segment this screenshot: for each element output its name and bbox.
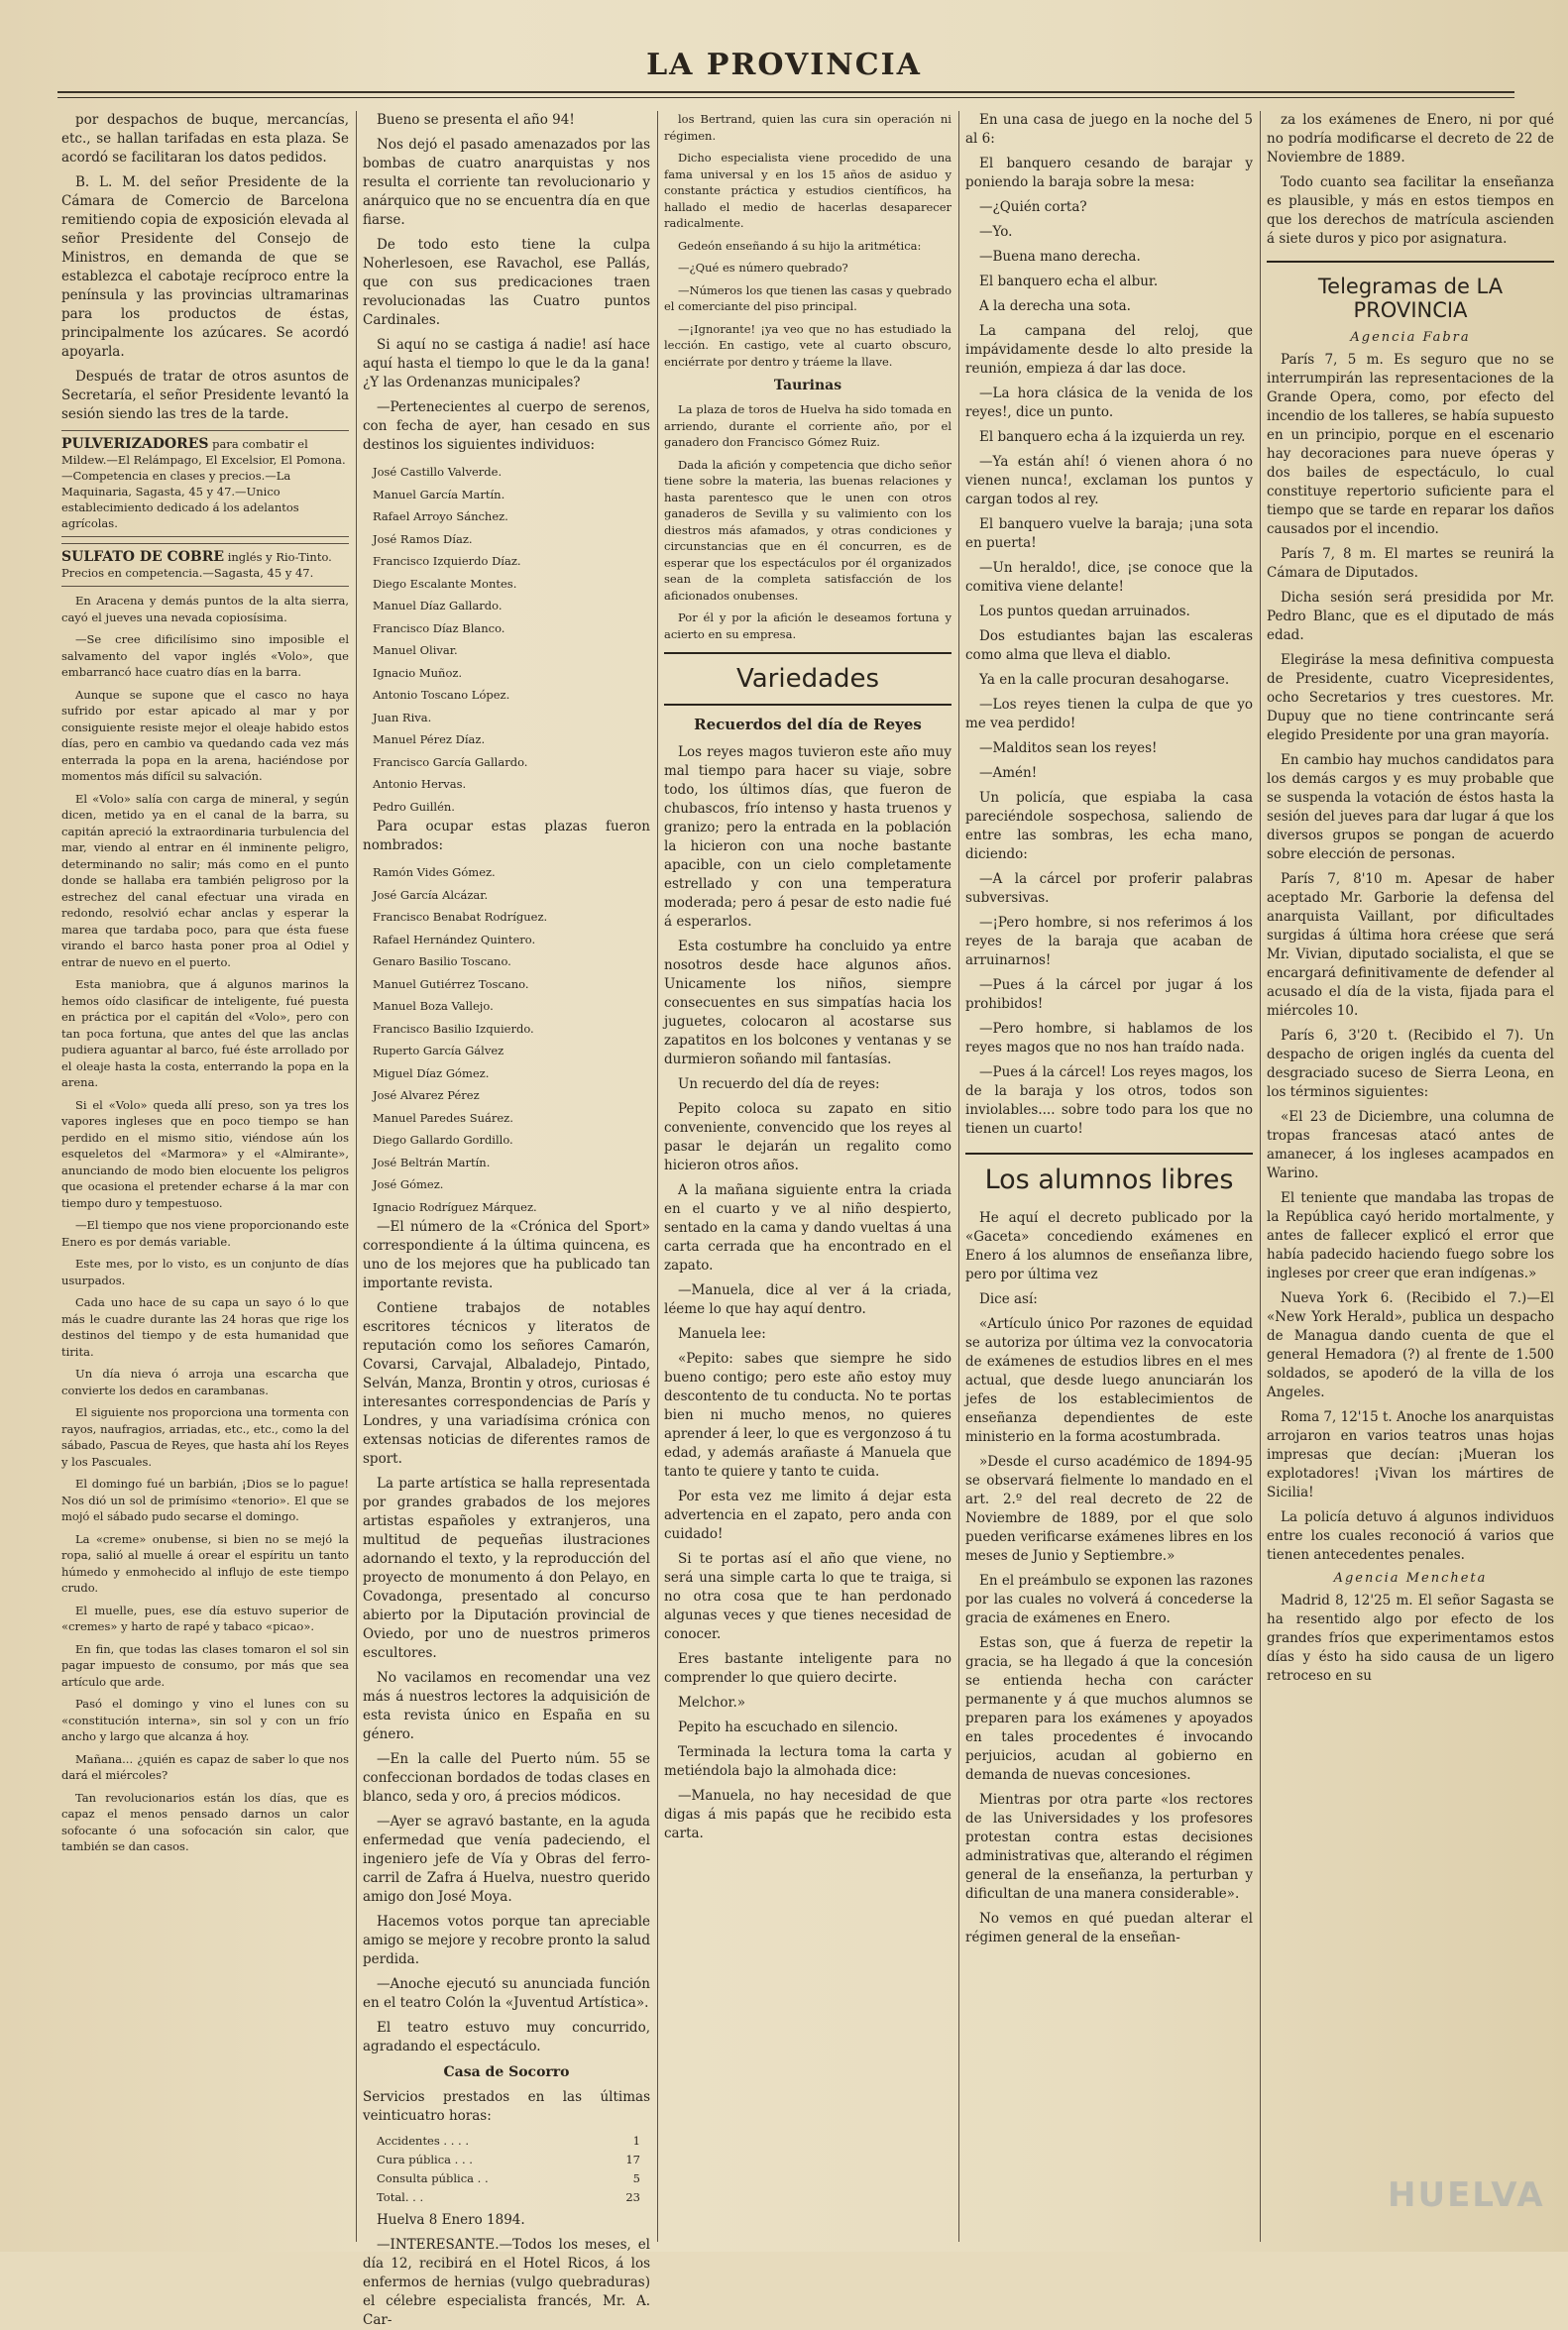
paragraph: El muelle, pues, ese día estuvo superior de «cremes» y harto de rapé y tabaco «picao». [61, 1603, 349, 1633]
column-3 [664, 111, 952, 2242]
paragraph: Todo cuanto sea facilitar la enseñanza es plausible, y más en estos tiempos en que los derechos de matrícula ascienden á siete duros y pico por asignatura. [1267, 174, 1554, 247]
paragraph: No vemos en qué puedan alterar el régimen general de la enseñan- [965, 1911, 1253, 1945]
paragraph: Ruperto García Gálvez [373, 1044, 504, 1057]
column-divider [1260, 111, 1261, 2242]
paragraph: —¿Quién corta? [979, 199, 1087, 215]
ad-title: PULVERIZADORES [61, 436, 209, 452]
paragraph: Diego Escalante Montes. [373, 576, 517, 591]
section-heading: Taurinas [773, 378, 842, 393]
paragraph: La policía detuvo á algunos individuos entre los cuales reconoció á varios que tienen antecedentes penales. [1267, 1509, 1554, 1563]
paragraph: La parte artística se halla representada por grandes grabados de los mejores artistas españoles y extranjeros, una multitud de pequeñas ilustraciones adornando el texto, y la reproducción del proyecto de monumento á don Pelayo, en Covadonga, presentado al concurso abierto por la Diputación provincial de Oviedo, por uno de nuestros primeros escultores. [363, 1476, 650, 1661]
paragraph: «El 23 de Diciembre, una columna de tropas francesas atacó antes de amanecer, á los ingleses acampados en Warino. [1267, 1109, 1554, 1181]
paragraph: «Artículo único Por razones de equidad se autoriza por última vez la convocatoria de exámenes de estudios libres en el mes actual, que desde luego anunciarán los jefes de los establecimientos de enseñanza dependientes de este ministerio en la forma acostumbrada. [965, 1316, 1253, 1445]
paragraph: Nos dejó el pasado amenazados por las bombas de cuatro anarquistas y nos resulta el corriente tan revolucionario y anárquico que no se encuentra día en que fiarse. [363, 137, 650, 228]
paragraph: Elegiráse la mesa definitiva compuesta de Presidente, cuatro Vicepresidentes, ocho Secretarios y tres cuestores. Mr. Dupuy que no tiene contrincante será elegido Presidente por una gran mayoría. [1267, 652, 1554, 743]
paragraph: En una casa de juego en la noche del 5 al 6: [965, 112, 1253, 147]
paragraph: Servicios prestados en las últimas veinticuatro horas: [363, 2089, 650, 2124]
paragraph: José Ramos Díaz. [373, 531, 473, 546]
paragraph: El banquero cesando de barajar y poniendo la baraja sobre la mesa: [965, 156, 1253, 190]
paragraph: José Alvarez Pérez [373, 1088, 480, 1102]
paragraph: Terminada la lectura toma la carta y metiéndola bajo la almohada dice: [664, 1744, 952, 1779]
paragraph: Dice así: [979, 1291, 1038, 1307]
paragraph: Roma 7, 12'15 t. Anoche los anarquistas arrojaron en varios teatros unas hojas impresas que decían: ¡Mueran los explotadores! ¡Vivan los mártires de Sicilia! [1267, 1409, 1554, 1500]
paragraph: Estas son, que á fuerza de repetir la gracia, se ha llegado á que la concesión se entienda hecha con carácter permanente y á que muchos alumnos se preparen para los exámenes y apoyados en tales procedentes é invocando perjuicios, acudan al gobierno en demanda de nuevas concesiones. [965, 1635, 1253, 1783]
paragraph: —Pues á la cárcel por jugar á los prohibidos! [965, 977, 1253, 1012]
paragraph: El banquero vuelve la baraja; ¡una sota en puerta! [965, 516, 1253, 551]
paragraph: Madrid 8, 12'25 m. El señor Sagasta se ha resentido algo por efecto de los grandes fríos que experimentamos estos días y ésto ha sido causa de un ligero retroceso en su [1267, 1593, 1554, 1684]
table-cell-value: 1 [632, 2134, 640, 2148]
agency-heading: Agencia Mencheta [1333, 1571, 1488, 1586]
paragraph: He aquí el decreto publicado por la «Gaceta» concediendo exámenes en Enero á los alumnos de enseñanza libre, pero por última vez [965, 1210, 1253, 1282]
paragraph: José Beltrán Martín. [373, 1155, 491, 1169]
paragraph: —Números los que tienen las casas y quebrado el comerciante del piso principal. [664, 282, 952, 313]
paragraph: Francisco Benabat Rodríguez. [373, 910, 548, 924]
paragraph: En Aracena y demás puntos de la alta sierra, cayó el jueves una nevada copiosísima. [61, 594, 349, 624]
paragraph: No vacilamos en recomendar una vez más á nuestros lectores la adquisición de esta revista único en España en su género. [363, 1670, 650, 1742]
paragraph: Genaro Basilio Toscano. [373, 954, 511, 968]
paragraph: —Los reyes tienen la culpa de que yo me vea perdido! [965, 697, 1253, 731]
paragraph: El banquero echa el albur. [979, 274, 1159, 289]
paragraph: Diego Gallardo Gordillo. [373, 1133, 513, 1147]
paragraph: Ya en la calle procuran desahogarse. [979, 672, 1230, 688]
masthead-rule-thin [57, 97, 1514, 98]
paragraph: Dada la afición y competencia que dicho señor tiene sobre la materia, las buenas relaciones y hasta parentesco que le unen con otros ganaderos de Sevilla y su valimiento con los diestros más afamados, y otras condiciones y circunstancias que en él concurren, es de esperar que los espectáculos por él organizados sean de la completa satisfacción de los aficionados onubenses. [664, 457, 952, 603]
paragraph: Gedeón enseñando á su hijo la aritmética: [678, 238, 922, 253]
socorro-table [363, 2132, 650, 2207]
paragraph: Pepito coloca su zapato en sitio conveniente, convencido que los reyes al pasar le dejarán un regalito como hicieron otros años. [664, 1101, 952, 1173]
paragraph: —Malditos sean los reyes! [979, 740, 1158, 756]
paragraph: Un recuerdo del día de reyes: [678, 1076, 880, 1092]
section-heading-variedades: Variedades [664, 652, 952, 706]
paragraph: —Ayer se agravó bastante, en la aguda enfermedad que venía padeciendo, el ingeniero jefe de Vía y Obras del ferro-carril de Zafra á Huelva, nuestro querido amigo don José Moya. [363, 1814, 650, 1905]
paragraph: Ignacio Muñoz. [373, 665, 463, 680]
paragraph: Manuela lee: [678, 1326, 766, 1342]
paragraph: El banquero echa á la izquierda un rey. [979, 429, 1246, 445]
table-row [363, 2169, 650, 2188]
paragraph: Este mes, por lo visto, es un conjunto de días usurpados. [61, 1257, 349, 1287]
table-cell-value: 5 [632, 2171, 640, 2185]
column-5 [1267, 111, 1554, 2242]
paragraph: Dicha sesión será presidida por Mr. Pedro Blanc, que es el diputado de más edad. [1267, 590, 1554, 643]
ad-text: para combatir el Mildew.—El Relámpago, El Excelsior, El Pomona.—Competencia en clases y precios.—La Maquinaria, Sagasta, 45 y 47.—Unico establecimiento dedicado á los adelantos agrícolas. [61, 437, 346, 530]
paragraph: —Pues á la cárcel! Los reyes magos, los de la baraja y los otros, todos son inviolables.... sobre todo para los que no tienen un cuarto! [965, 1064, 1253, 1137]
paragraph: El siguiente nos proporciona una tormenta con rayos, naufragios, arriadas, etc., etc., como la del sábado, Pascua de Reyes, que hasta ahí los Reyes y los Pascuales. [61, 1405, 349, 1469]
paragraph: Rafael Hernández Quintero. [373, 932, 536, 946]
paragraph: Manuel Gutiérrez Toscano. [373, 976, 529, 991]
column-divider [657, 111, 658, 2242]
table-row [363, 2151, 650, 2169]
paragraph: por despachos de buque, mercancías, etc., se hallan tarifadas en esta plaza. Se acordó se facilitaran los datos pedidos. [61, 112, 349, 166]
paragraph: —Ya están ahí! ó vienen ahora ó no vienen nunca!, exclaman los puntos y cargan todos al rey. [965, 454, 1253, 507]
paragraph: En cambio hay muchos candidatos para los demás cargos y es muy probable que se suspenda la votación de éstos hasta la sesión del jueves para dar lugar á que los diversos grupos se pongan de acuerdo sobre elección de personas. [1267, 752, 1554, 862]
column-2 [363, 111, 650, 2328]
column-divider [958, 111, 959, 2242]
paragraph: Hacemos votos porque tan apreciable amigo se mejore y recobre pronto la salud perdida. [363, 1914, 650, 1967]
watermark-logo: HUELVA [1388, 2175, 1545, 2215]
paragraph: —Pertenecientes al cuerpo de serenos, con fecha de ayer, han cesado en sus destinos los siguientes individuos: [363, 399, 650, 453]
paragraph: Antonio Toscano López. [373, 688, 510, 702]
paragraph: Aunque se supone que el casco no haya sufrido por estar apicado al mar y por consiguiente resiste mejor el oleaje habido estos días, pero en cambio va quedando cada vez más enterrada la popa en la arena, haciéndose por momentos más difícil su salvación. [61, 687, 349, 783]
paragraph: En el preámbulo se exponen las razones por las cuales no volverá á concederse la gracia de exámenes en Enero. [965, 1573, 1253, 1626]
paragraph: —¡Ignorante! ¡ya veo que no has estudiado la lección. En castigo, vete al cuarto obscuro, enciérrate por dentro y tráeme la llave. [664, 321, 952, 369]
paragraph: París 7, 8'10 m. Apesar de haber aceptado Mr. Garborie la defensa del anarquista Vaillant, por dificultades surgidas á última hora créese que será Mr. Vivian, diputado socialista, el que se encargará definitivamente de defender al acusado el día de la vista, fijada para el miércoles 10. [1267, 871, 1554, 1019]
ad-title: SULFATO DE COBRE [61, 549, 225, 565]
paragraph: Si aquí no se castiga á nadie! así hace aquí hasta el tiempo lo que le da la gana! ¿Y las Ordenanzas municipales? [363, 337, 650, 390]
paragraph: El teniente que mandaba las tropas de la República cayó herido mortalmente, y antes de fallecer explicó el error que había padecido haciendo fuego sobre los ingleses por creer que eran indígenas.» [1267, 1190, 1554, 1281]
paragraph: los Bertrand, quien las cura sin operación ni régimen. [664, 112, 952, 143]
paragraph: París 6, 3'20 t. (Recibido el 7). Un despacho de origen inglés da cuenta del desgraciado suceso de Sierra Leona, en los términos siguientes: [1267, 1028, 1554, 1100]
paragraph: Melchor.» [678, 1695, 746, 1711]
paragraph: Esta maniobra, que á algunos marinos la hemos oído clasificar de inteligente, fué puesta en práctica por el capitán del «Volo», pero con tan poca fortuna, que antes del que las anclas pudiera aguantar al barco, fué éste arrollado por el oleaje hasta la costa, enterrando la popa en la arena. [61, 977, 349, 1089]
paragraph: La plaza de toros de Huelva ha sido tomada en arriendo, durante el corriente año, por el ganadero don Francisco Gómez Ruiz. [664, 402, 952, 449]
paragraph: —Pero hombre, si hablamos de los reyes magos que no nos han traído nada. [965, 1021, 1253, 1055]
paragraph: —Amén! [979, 765, 1038, 781]
paragraph: Los puntos quedan arruinados. [979, 604, 1190, 619]
paragraph: Un policía, que espiaba la casa pareciéndole sospechosa, saliendo de entre las sombras, les echa mano, diciendo: [965, 790, 1253, 862]
paragraph: Ramón Vides Gómez. [373, 865, 496, 879]
paragraph: Francisco García Gallardo. [373, 754, 528, 769]
paragraph: La «creme» onubense, si bien no se mejó la ropa, salió al muelle á orear el espíritu un tanto húmedo y enmohecido al influjo de este tiempo crudo. [61, 1531, 349, 1595]
paragraph: Antonio Hervas. [373, 777, 467, 791]
paragraph: Mañana... ¿quién es capaz de saber lo que nos dará el miércoles? [61, 1751, 349, 1782]
paragraph: Ignacio Rodríguez Márquez. [373, 1199, 537, 1214]
paragraph: »Desde el curso académico de 1894-95 se observará fielmente lo mandado en el art. 2.º del real decreto de 22 de Noviembre de 1889, por el que solo pueden verificarse exámenes libres en los meses de Junio y Septiembre.» [965, 1454, 1253, 1564]
masthead-rule [57, 91, 1514, 93]
paragraph: Los reyes magos tuvieron este año muy mal tiempo para hacer su viaje, sobre todo, los últimos días, que fueron de chubascos, frío intenso y hasta truenos y granizo; pero la entrada en la población la hicieron con una noche bastante apacible, con un cielo completamente estrellado y con una temperatura moderada; pero á pesar de esto nadie fué á esperarlos. [664, 744, 952, 930]
paragraph: —¿Qué es número quebrado? [678, 261, 848, 275]
paragraph: Manuel Boza Vallejo. [373, 999, 494, 1013]
paragraph: Por él y por la afición le deseamos fortuna y acierto en su empresa. [664, 610, 952, 641]
paragraph: Pepito ha escuchado en silencio. [678, 1720, 899, 1735]
paragraph: Un día nieva ó arroja una escarcha que convierte los dedos en carambanas. [61, 1367, 349, 1397]
advertisement-pulverizadores [61, 430, 349, 537]
paragraph: Eres bastante inteligente para no comprender lo que quiero decirte. [664, 1651, 952, 1686]
paragraph: José Gómez. [373, 1177, 444, 1191]
paragraph: El teatro estuvo muy concurrido, agradando el espectáculo. [363, 2020, 650, 2054]
table-row [363, 2188, 650, 2207]
column-divider [356, 111, 357, 2242]
paragraph: za los exámenes de Enero, ni por qué no podría modificarse el decreto de 22 de Noviembre de 1889. [1267, 112, 1554, 166]
paragraph: Si te portas así el año que viene, no será una simple carta lo que te traiga, si no otra cosa que te han perdonado algunas veces y que tienes necesidad de conocer. [664, 1551, 952, 1642]
column-4 [965, 111, 1253, 2242]
paragraph: A la mañana siguiente entra la criada en el cuarto y ve al niño despierto, sentado en la cama y dando vueltas á una carta cerrada que ha encontrado en el zapato. [664, 1182, 952, 1274]
paragraph: Mientras por otra parte «los rectores de las Universidades y los profesores protestan contra estas decisiones administrativas que, alterando el régimen general de la enseñanza, la perturban y dificultan de una manera considerable». [965, 1792, 1253, 1902]
paragraph: —Manuela, no hay necesidad de que digas á mis papás que he recibido esta carta. [664, 1788, 952, 1841]
paragraph: Tan revolucionarios están los días, que es capaz el menos pensado darnos un calor sofocante ó una sofocación sin calor, que también se dan casos. [61, 1790, 349, 1853]
paragraph: Huelva 8 Enero 1894. [377, 2212, 525, 2228]
table-cell-label: Cura pública . . . [377, 2153, 473, 2166]
paragraph: La campana del reloj, que impávidamente desde lo alto preside la reunión, empieza á dar las doce. [965, 323, 1253, 377]
paragraph: —En la calle del Puerto núm. 55 se confeccionan bordados de todas clases en blanco, seda y oro, á precios módicos. [363, 1751, 650, 1805]
paragraph: —Manuela, dice al ver á la criada, léeme lo que hay aquí dentro. [664, 1282, 952, 1317]
paragraph: —El número de la «Crónica del Sport» correspondiente á la última quincena, es uno de los mejores que ha publicado tan importante revista. [363, 1219, 650, 1291]
section-heading: Casa de Socorro [443, 2064, 570, 2080]
paragraph: José Castillo Valverde. [373, 465, 503, 479]
paragraph: Francisco Izquierdo Díaz. [373, 554, 521, 568]
column-1 [61, 111, 349, 2242]
paragraph: —A la cárcel por proferir palabras subversivas. [965, 871, 1253, 906]
paragraph: El «Volo» salía con carga de mineral, y según dicen, metido ya en el canal de la barra, su capitán apreció la extraordinaria turbulencia del mar, viendo al entrar en él inminente peligro, determinando no salir; más como en el punto donde se hallaba era también peligroso por la estrechez del canal efectuar una virada en redondo, resolvió echar anclas y esperar la marea que tardaba poco, para que ésta fuese virando el barco hasta poner proa al Odiel y entrar de nuevo en el puerto. [61, 791, 349, 969]
table-cell-value: 17 [625, 2153, 640, 2166]
paragraph: Juan Riva. [373, 710, 432, 724]
paragraph: —Anoche ejecutó su anunciada función en el teatro Colón la «Juventud Artística». [363, 1976, 650, 2011]
paragraph: «Pepito: sabes que siempre he sido bueno contigo; pero este año estoy muy descontento de tu conducta. No te portas bien ni mucho menos, no quieres aprender á leer, lo que es vergonzoso á tu edad, y además arañaste á Manuela que tanto te quiere y tanto te cuida. [664, 1351, 952, 1480]
paragraph: —¡Pero hombre, si nos referimos á los reyes de la baraja que acaban de arruinarnos! [965, 915, 1253, 968]
paragraph: En fin, que todas las clases tomaron el sol sin pagar impuesto de consumo, por más que sea artículo que arde. [61, 1641, 349, 1689]
paragraph: Manuel Paredes Suárez. [373, 1110, 513, 1125]
paragraph: —Se cree dificilísimo sino imposible el salvamento del vapor inglés «Volo», que embarrancó hace cuatro días en la barra. [61, 632, 349, 679]
paragraph: Manuel Pérez Díaz. [373, 732, 486, 746]
ad-text: inglés y Rio-Tinto. Precios en competencia.—Sagasta, 45 y 47. [61, 550, 332, 580]
paragraph: —Un heraldo!, dice, ¡se conoce que la comitiva viene delante! [965, 560, 1253, 595]
paragraph: —El tiempo que nos viene proporcionando este Enero es por demás variable. [61, 1218, 349, 1249]
paragraph: De todo esto tiene la culpa Noherlesoen, ese Ravachol, ese Pallás, que con sus predicaciones traen revolucionadas las Cuatro puntos Cardinales. [363, 237, 650, 328]
paragraph: —La hora clásica de la venida de los reyes!, dice un punto. [965, 386, 1253, 420]
paragraph: Rafael Arroyo Sánchez. [373, 509, 508, 523]
paragraph: Después de tratar de otros asuntos de Secretaría, el señor Presidente levantó la sesión siendo las tres de la tarde. [61, 369, 349, 422]
paragraph: Manuel García Martín. [373, 487, 505, 501]
paragraph: B. L. M. del señor Presidente de la Cámara de Comercio de Barcelona remitiendo copia de exposición elevada al señor Presidente del Consejo de Ministros, en demanda de que se establezca el cabotaje recíproco entre la península y las provincias ultramarinas para los productos de éstas, principalmente los azúcares. Se acordó apoyarla. [61, 174, 349, 360]
paragraph: Si el «Volo» queda allí preso, son ya tres los vapores ingleses que en poco tiempo se han perdido en el mismo sitio, viéndose aún los esqueletos del «Marmora» y el «Almirante», anunciando de modo bien elocuente los peligros que ocasiona el pretender echarse á la mar con tiempo duro y tempestuoso. [61, 1097, 349, 1210]
paragraph: —Yo. [979, 224, 1013, 240]
paragraph: El domingo fué un barbián, ¡Dios se lo pague! Nos dió un sol de primísimo «tenorio». El que se mojó el sábado pudo secarse el domingo. [61, 1477, 349, 1523]
paragraph: Bueno se presenta el año 94! [377, 112, 575, 128]
paragraph: —INTERESANTE.—Todos los meses, el día 12, recibirá en el Hotel Ricos, á los enfermos de hernias (vulgo quebraduras) el célebre especialista francés, Mr. A. Car- [363, 2237, 650, 2328]
paragraph: París 7, 5 m. Es seguro que no se interrumpirán las representaciones de la Grande Opera, como, por efecto del incendio de los talleres, se había supuesto en un principio, porque en el escenario hay decoraciones para nueve óperas y dos bailes de espectáculo, lo cual constituye repertorio suficiente para el tiempo que se tarde en reparar los daños causados por el incendio. [1267, 352, 1554, 537]
paragraph: Francisco Díaz Blanco. [373, 620, 505, 635]
article-title: Los alumnos libres [965, 1153, 1253, 1195]
paragraph: Para ocupar estas plazas fueron nombrados: [363, 819, 650, 853]
paragraph: Francisco Basilio Izquierdo. [373, 1021, 534, 1036]
paragraph: Pedro Guillén. [373, 799, 455, 814]
advertisement-sulfato [61, 543, 349, 587]
agency-heading: Agencia Fabra [1350, 330, 1471, 345]
paragraph: Pasó el domingo y vino el lunes con su «constitución interna», sin sol y con un frío ancho y largo que alcanza á hoy. [61, 1697, 349, 1743]
paragraph: —Buena mano derecha. [979, 249, 1141, 265]
table-row [363, 2132, 650, 2151]
paragraph: Por esta vez me limito á dejar esta advertencia en el zapato, pero anda con cuidado! [664, 1489, 952, 1542]
table-cell-label: Consulta pública . . [377, 2171, 489, 2185]
paragraph: José García Alcázar. [373, 887, 489, 902]
paragraph: A la derecha una sota. [979, 298, 1131, 314]
paragraph: París 7, 8 m. El martes se reunirá la Cámara de Diputados. [1267, 546, 1554, 581]
table-cell-label: Total. . . [377, 2190, 424, 2204]
paragraph: Dos estudiantes bajan las escaleras como alma que lleva el diablo. [965, 628, 1253, 663]
paragraph: Manuel Díaz Gallardo. [373, 599, 503, 612]
table-cell-label: Accidentes . . . . [377, 2134, 470, 2148]
paragraph: Esta costumbre ha concluido ya entre nosotros desde hace algunos años. Unicamente los niños, siempre consecuentes en sus simpatías hacia los juguetes, colocaron al acostarse sus zapatitos en los bolcones y ventanas y se durmieron soñando mil fantasías. [664, 939, 952, 1067]
paragraph: Manuel Olivar. [373, 643, 458, 657]
paragraph: Cada uno hace de su capa un sayo ó lo que más le cuadre durante las 24 horas que rige los destinos del tiempo y de esta humanidad que tirita. [61, 1295, 349, 1359]
paragraph: Dicho especialista viene procedido de una fama universal y en los 15 años de asiduo y constante práctica y estudios científicos, ha hallado el medio de hacerlas desaparecer radicalmente. [664, 151, 952, 230]
paragraph: Nueva York 6. (Recibido el 7.)—El «New York Herald», publica un despacho de Managua dando cuenta de que el general Hemadora (?) al frente de 1.500 soldados, se apoderó de la villa de los Angeles. [1267, 1290, 1554, 1400]
paragraph: Contiene trabajos de notables escritores técnicos y literatos de reputación como los señores Camarón, Covarsi, Carvajal, Albaladejo, Pintado, Selván, Manza, Brontin y otros, curiosas é interesantes correspondencias de París y Londres, y una variadísima crónica con extensas noticias de diferentes ramos de sport. [363, 1300, 650, 1467]
section-heading-telegramas: Telegramas de LA PROVINCIA [1267, 261, 1554, 322]
article-title: Recuerdos del día de Reyes [694, 716, 922, 733]
paragraph: Miguel Díaz Gómez. [373, 1065, 490, 1080]
table-cell-value: 23 [625, 2190, 640, 2204]
masthead: LA PROVINCIA [646, 48, 922, 82]
